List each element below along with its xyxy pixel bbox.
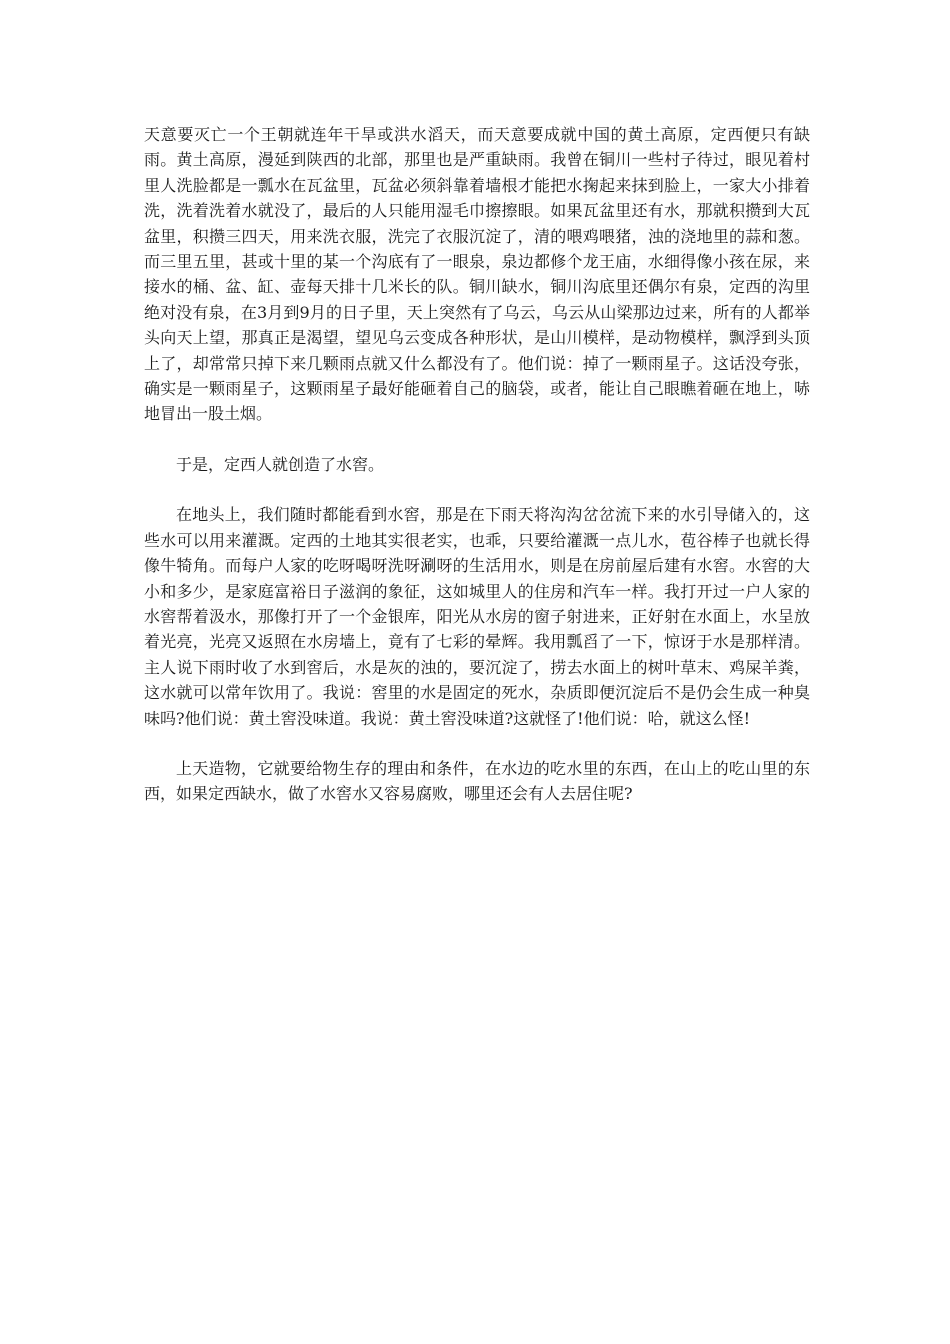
paragraph-2: 于是，定西人就创造了水窖。 — [176, 454, 385, 474]
paragraph-4: 上天造物，它就要给物生存的理由和条件，在水边的吃水里的东西，在山上的吃山里的东西，如果定西缺水，做了水窖水又容易腐败，哪里还会有人去居住呢? — [144, 758, 810, 804]
paragraph-3: 在地头上，我们随时都能看到水窖，那是在下雨天将沟沟岔岔流下来的水引导储入的，这些水可以用来灌溉。定西的土地其实很老实，也乖，只要给灌溉一点儿水，苞谷棒子也就长得像牛犄角。而每户人家的吃呀喝呀洗呀涮呀的生活用水，则是在房前屋后建有水窖。水窖的大小和多少，是家庭富裕日子滋润的象征，这如城里人的住房和汽车一样。我打开过一户人家的水窖帮着汲水，那像打开了一个金银库，阳光从水房的窗子射进来，正好射在水面上，水呈放着光亮，光亮又返照在水房墙上，竟有了七彩的晕辉。我用瓢舀了一下，惊讶于水是那样清。主人说下雨时收了水到窖后，水是灰的浊的，要沉淀了，捞去水面上的树叶草末、鸡屎羊粪，这水就可以常年饮用了。我说：窖里的水是固定的死水，杂质即便沉淀后不是仍会生成一种臭味吗?他们说：黄土窖没味道。我说：黄土窖没味道?这就怪了!他们说：哈，就这么怪! — [144, 505, 810, 728]
paragraph-1: 天意要灭亡一个王朝就连年干旱或洪水滔天，而天意要成就中国的黄土高原，定西便只有缺雨。黄土高原，漫延到陕西的北部，那里也是严重缺雨。我曾在铜川一些村子待过，眼见着村里人洗脸都是一瓢水在瓦盆里，瓦盆必须斜靠着墙根才能把水掬起来抹到脸上，一家大小排着洗，洗着洗着水就没了，最后的人只能用湿毛巾擦擦眼。如果瓦盆里还有水，那就积攒到大瓦盆里，积攒三四天，用来洗衣服，洗完了衣服沉淀了，清的喂鸡喂猪，浊的浇地里的蒜和葱。而三里五里，甚或十里的某一个沟底有了一眼泉，泉边都修个龙王庙，水细得像小孩在尿，来接水的桶、盆、缸、壶每天排十几米长的队。铜川缺水，铜川沟底里还偶尔有泉，定西的沟里绝对没有泉，在3月到9月的日子里，天上突然有了乌云，乌云从山梁那边过来，所有的人都举头向天上望，那真正是渴望，望见乌云变成各种形状，是山川模样，是动物模样，飘浮到头顶上了，却常常只掉下来几颗雨点就又什么都没有了。他们说：掉了一颗雨星子。这话没夸张，确实是一颗雨星子，这颗雨星子最好能砸着自己的脑袋，或者，能让自己眼瞧着砸在地上，哧地冒出一股土烟。 — [144, 125, 810, 424]
article-body — [144, 122, 810, 832]
